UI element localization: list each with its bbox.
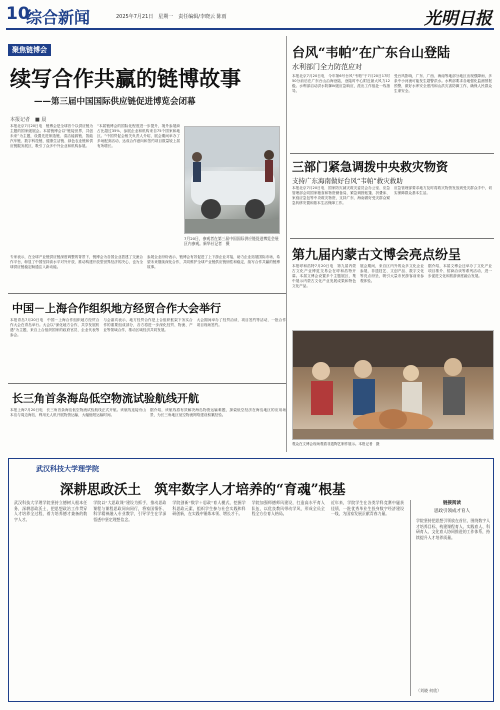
text-column: 本报北京7月20日电 链博会是全球首个以供应链为主题的国家级展会。本届链博会以“链接世界，共创未来”为主题，设置先进制造链、清洁能源链、智能汽车链、数字科技链、健康生活链、绿色农业链和供应链服务展区，吸引了众多中外企业和机构参展。 <box>10 124 93 148</box>
feature-footer: （刘晓 何欣） <box>416 688 442 693</box>
text-column: 学院加强师德师风建设，打造高水平育人队伍，以优良教风带动学风，形成全员全程全方位育人格局。 <box>251 500 325 517</box>
logistics-headline: 长三角首条海岛低空物流试验航线开航 <box>12 392 199 405</box>
feature-sidebar-text: 学院坚持把思想引领放在首位，围绕数字人才培养目标，构建课程育人、实践育人、科研育人、文化育人协同推进的工作体系，持续提升人才培养质量。 <box>416 518 490 540</box>
feature-sidebar-title: 链接阅读 <box>443 501 461 506</box>
logistics-text <box>10 408 286 452</box>
expo-photo <box>292 330 494 440</box>
issue-info: 2025年7月21日 星期一 责任编辑/李晓云 陈雨 <box>116 14 227 20</box>
feature-headline: 深耕思政沃土 筑牢数字人才培养的“育魂”根基 <box>60 482 346 498</box>
relief-text <box>292 186 492 234</box>
text-column: 专家表示，在全球产业链供应链深度调整的背景下，链博会为各国企业搭建了交流合作平台，彰显了中国坚持高水平对外开放、推动构建开放型世界经济的决心，也为全球供应链稳定畅通注入新动能。 <box>10 255 143 269</box>
typhoon-headline: 台风“韦帕”在广东台山登陆 <box>292 46 450 61</box>
section-tag: 聚焦链博会 <box>8 44 51 56</box>
lead-photo-caption: 7月20日，参观者在第三届中国国际供应链促进博览会展区内参观。新华社记者 摄 <box>184 236 279 246</box>
divider <box>8 293 286 294</box>
feature-school: 武汉科技大学理学院 <box>36 465 99 473</box>
masthead <box>6 4 494 30</box>
text-column: “本届链博会的国际化程度进一步提升，境外参展商占比超过35%，参展企业和机构来自75个国家和地区。”中国贸促会相关负责人介绍，展会期间举办了多场配套活动，达成合作意向和签约项目数量较上届有所增长。 <box>97 124 180 148</box>
lead-subheadline: ——第三届中国国际供应链促进博览会闭幕 <box>34 97 196 107</box>
text-column: 武汉科技大学理学院坚持立德树人根本任务，深耕思政沃土，把思想政治工作贯穿人才培养全过程，着力培养德才兼备的数字人才。 <box>14 500 88 522</box>
text-column: 本报上海7月20日电 长三角首条海岛低空物流试验航线正式开航。该航线连接舟山本岛与周边海岛，利用无人机开展物资运输，大幅缩短运输时间。 <box>10 408 146 417</box>
column-divider <box>410 500 411 696</box>
text-column: 据介绍，本届文博会还举办了文化产业项目推介、招商洽谈等系列活动，进一步促进文化和旅游深度融合发展。 <box>428 264 492 278</box>
text-column: 学院创新“数学＋思政”育人模式，挖掘学科思政元素，组织学生参与社会实践和科研创新，在实践中锤炼本领、增长才干。 <box>172 500 246 517</box>
text-column: 本报呼和浩特7月20日电 第九届内蒙古文化产业博览交易会在呼和浩特开幕。本届文博会设置多个主题展区，集中展示内蒙古文化产业发展成果和特色文化产品。 <box>292 264 356 288</box>
paper-logo: 光明日报 <box>424 9 492 29</box>
column-divider <box>286 296 287 452</box>
column-divider <box>286 36 287 296</box>
lead-headline: 续写合作共赢的链博故事 <box>10 66 241 91</box>
feature-text <box>14 500 404 696</box>
text-column: 本报青岛7月20日电 中国－上海合作组织地方经贸合作大会在青岛举行。大会以“深化地方合作，共享发展机遇”为主题，来自上合组织国家的政府官员、企业代表等参会。 <box>10 318 100 337</box>
text-column: 本报北京7月20日电 国家防灾减灾救灾委员会办公室、应急管理部会同国家粮食和物资储备局，紧急调拨帐篷、折叠床、家庭应急包等中央救灾物资，支持广东、海南做好受灾群众紧急转移安置和基本生活保障工作。 <box>292 186 390 205</box>
text-column: 参展企业纷纷表示，链博会有效促进了上下游企业对接，助力企业拓展国际市场，希望未来继续深化合作，共同维护全球产业链供应链韧性和稳定，续写合作共赢的链博故事。 <box>147 255 280 269</box>
text-column: 应急管理部要求地方及时将救灾物资发放到受灾群众手中，切实保障群众基本生活。 <box>394 186 492 195</box>
divider <box>290 238 494 239</box>
page-number: 10 <box>6 4 30 24</box>
divider <box>290 153 494 154</box>
lead-text-left <box>10 124 180 252</box>
text-column: 与会嘉宾表示，地方经贸合作是上合组织框架下务实合作的重要组成部分，各方将进一步深化经贸、物流、产业等领域合作，推动区域经济共同发展。 <box>103 318 193 332</box>
divider <box>8 383 286 384</box>
lead-photo <box>184 126 280 234</box>
relief-headline: 三部门紧急调拨中央救灾物资 <box>292 160 449 174</box>
feature-sidebar-subtitle: 思政引领成才育人 <box>434 509 470 514</box>
lead-text-bottom <box>10 255 280 285</box>
typhoon-text <box>292 74 492 150</box>
typhoon-subheadline: 水利部门全力防范应对 <box>292 63 362 71</box>
text-column: 学院以“大思政课”建设为抓手，推动思政课程与课程思政同向同行，将家国情怀、科学精神融入专业教学，引导学生在学深悟透中坚定理想信念。 <box>93 500 167 522</box>
expo-text <box>292 264 492 326</box>
text-column: 本报北京7月20日电 今年第6号台风“韦帕”于7月20日17时50分前后在广东台山沿海登陆，登陆时中心附近最大风力12级。水利部启动洪水防御Ⅳ级应急响应，派出工作组赴一线指导。 <box>292 74 390 93</box>
sco-text <box>10 318 286 380</box>
text-column: 展会期间，来自区内外的众多文化企业参展，非遗技艺、文创产品、数字文化等亮点纷呈，吸引大量市民游客前来参观体验。 <box>360 264 424 283</box>
relief-subheadline: 支持广东海南做好台风“韦帕”救灾救助 <box>292 177 403 185</box>
expo-headline: 第九届内蒙古文博会亮点纷呈 <box>292 248 462 263</box>
text-column: 近年来，学院学生在各类学科竞赛中屡获佳绩，一批优秀毕业生投身数字经济建设一线，为国家发展贡献青春力量。 <box>330 500 405 517</box>
sco-headline: 中国－上海合作组织地方经贸合作大会举行 <box>12 302 221 315</box>
text-column: 受台风影响，广东、广西、海南等地部分地区出现强降雨，多条中小河流可能发生超警洪水。水利部要求各地强化监测预报预警，做好水库安全度汛和山洪灾害防御工作，确保人民群众生命安全。 <box>394 74 492 93</box>
lead-byline: 本报记者 ■ 晨 <box>10 117 47 123</box>
text-column: 大会期间举办了经贸洽谈、项目签约等活动，一批合作项目现场签约。 <box>196 318 286 327</box>
section-name: 综合新闻 <box>26 8 91 27</box>
text-column: 据介绍，该航线将有效解决海岛物资运输难题，探索低空经济在海岛地区的应用场景，为长三角地区低空物流网络建设积累经验。 <box>150 408 286 417</box>
expo-photo-caption: 观众在文博会现场观看非遗陶艺制作展示。本报记者 摄 <box>292 442 380 446</box>
